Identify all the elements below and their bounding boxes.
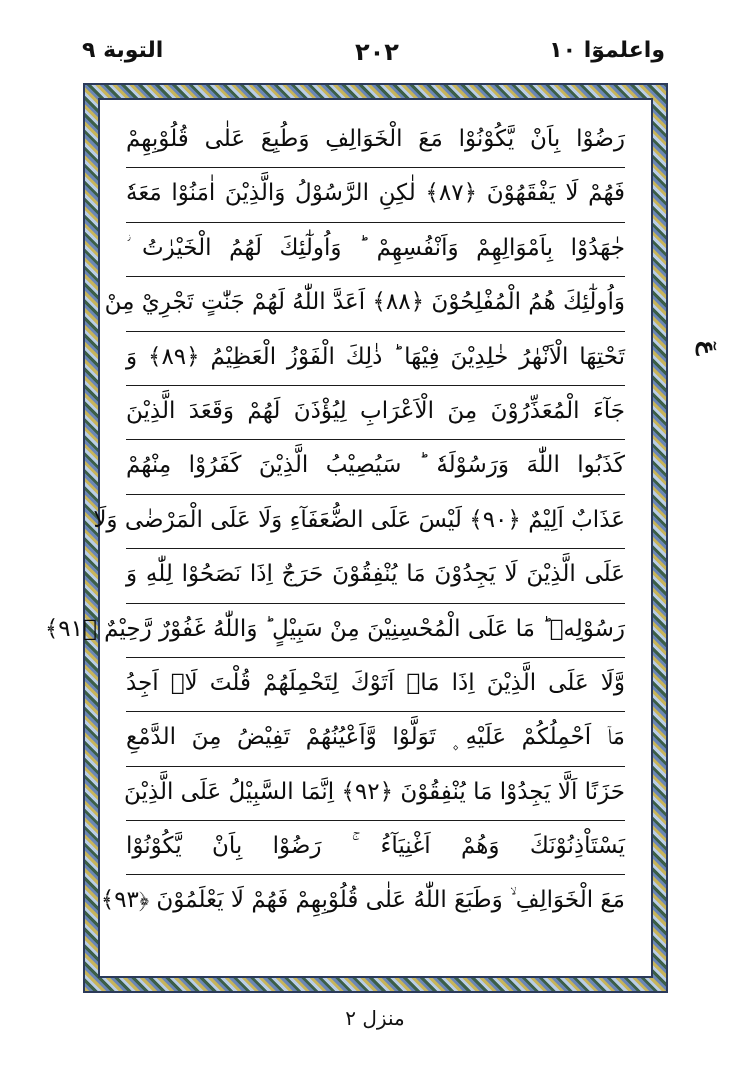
verse-line: رَسُوْلِهٖ ؕ مَا عَلَى الْمُحْسِنِيْنَ مِنْ سَبِيْلٍ ؕ وَاللّٰهُ غَفُوْرٌ رَّحِيْمٌ ﴿٩١﴾ xyxy=(126,604,625,658)
verse-line: كَذَبُوا اللّٰهَ وَرَسُوْلَهٗ ؕ سَيُصِيْبُ الَّذِيْنَ كَفَرُوْا مِنْهُمْ xyxy=(126,440,625,494)
verse-line: جَآءَ الْمُعَذِّرُوْنَ مِنَ الْاَعْرَابِ لِيُؤْذَنَ لَهُمْ وَقَعَدَ الَّذِيْنَ xyxy=(126,386,625,440)
verse-line: يَسْتَاْذِنُوْنَكَ وَهُمْ اَغْنِيَآءُ ۚ رَضُوْا بِاَنْ يَّكُوْنُوْا xyxy=(126,821,625,875)
verse-line: عَلَى الَّذِيْنَ لَا يَجِدُوْنَ مَا يُنْفِقُوْنَ حَرَجٌ اِذَا نَصَحُوْا لِلّٰهِ وَ xyxy=(126,549,625,603)
verse-line: وَاُولٰٓئِكَ هُمُ الْمُفْلِحُوْنَ ﴿٨٨﴾ اَعَدَّ اللّٰهُ لَهُمْ جَنّٰتٍ تَجْرِيْ مِنْ xyxy=(126,277,625,331)
ruku-marker: عٓ xyxy=(695,340,720,356)
verse-line: حَزَنًا اَلَّا يَجِدُوْا مَا يُنْفِقُوْنَ ﴿٩٢﴾ اِنَّمَا السَّبِيْلُ عَلَى الَّذِيْنَ xyxy=(126,767,625,821)
verse-line: جٰهَدُوْا بِاَمْوَالِهِمْ وَاَنْفُسِهِمْ ؕ وَاُولٰٓئِكَ لَهُمُ الْخَيْرٰتُ ؗ xyxy=(126,223,625,277)
juz-name: واعلموٓا ١٠ xyxy=(549,38,665,63)
verse-line: فَهُمْ لَا يَفْقَهُوْنَ ﴿٨٧﴾ لٰكِنِ الرَّسُوْلُ وَالَّذِيْنَ اٰمَنُوْا مَعَهٗ xyxy=(126,168,625,222)
verse-line: وَّلَا عَلَى الَّذِيْنَ اِذَا مَاۤ اَتَوْكَ لِتَحْمِلَهُمْ قُلْتَ لَاۤ اَجِدُ xyxy=(126,658,625,712)
verse-lines xyxy=(44,100,651,976)
verse-line: مَاۤ اَحْمِلُكُمْ عَلَيْهِ ۪ تَوَلَّوْا وَّاَعْيُنُهُمْ تَفِيْضُ مِنَ الدَّمْعِ xyxy=(126,712,625,766)
surah-name: التوبة ٩ xyxy=(82,38,164,63)
manzil-footer: منزل ٢ xyxy=(345,1006,405,1030)
page-number: ٢٠٢ xyxy=(355,38,399,66)
text-panel xyxy=(44,98,653,978)
verse-line: مَعَ الْخَوَالِفِ ۙ وَطَبَعَ اللّٰهُ عَلٰى قُلُوْبِهِمْ فَهُمْ لَا يَعْلَمُوْنَ ﴿٩٣﴾ xyxy=(100,887,625,914)
verse-line: عَذَابٌ اَلِيْمٌ ﴿٩٠﴾ لَيْسَ عَلَى الضُّعَفَآءِ وَلَا عَلَى الْمَرْضٰى وَلَا xyxy=(126,495,625,549)
decorative-border xyxy=(44,83,668,993)
verse-line: رَضُوْا بِاَنْ يَّكُوْنُوْا مَعَ الْخَوَالِفِ وَطُبِعَ عَلٰى قُلُوْبِهِمْ xyxy=(126,114,625,168)
page-header xyxy=(0,38,750,78)
verse-line: تَحْتِهَا الْاَنْهٰرُ خٰلِدِيْنَ فِيْهَا ؕ ذٰلِكَ الْفَوْزُ الْعَظِيْمُ ﴿٨٩﴾ وَ xyxy=(126,332,625,386)
